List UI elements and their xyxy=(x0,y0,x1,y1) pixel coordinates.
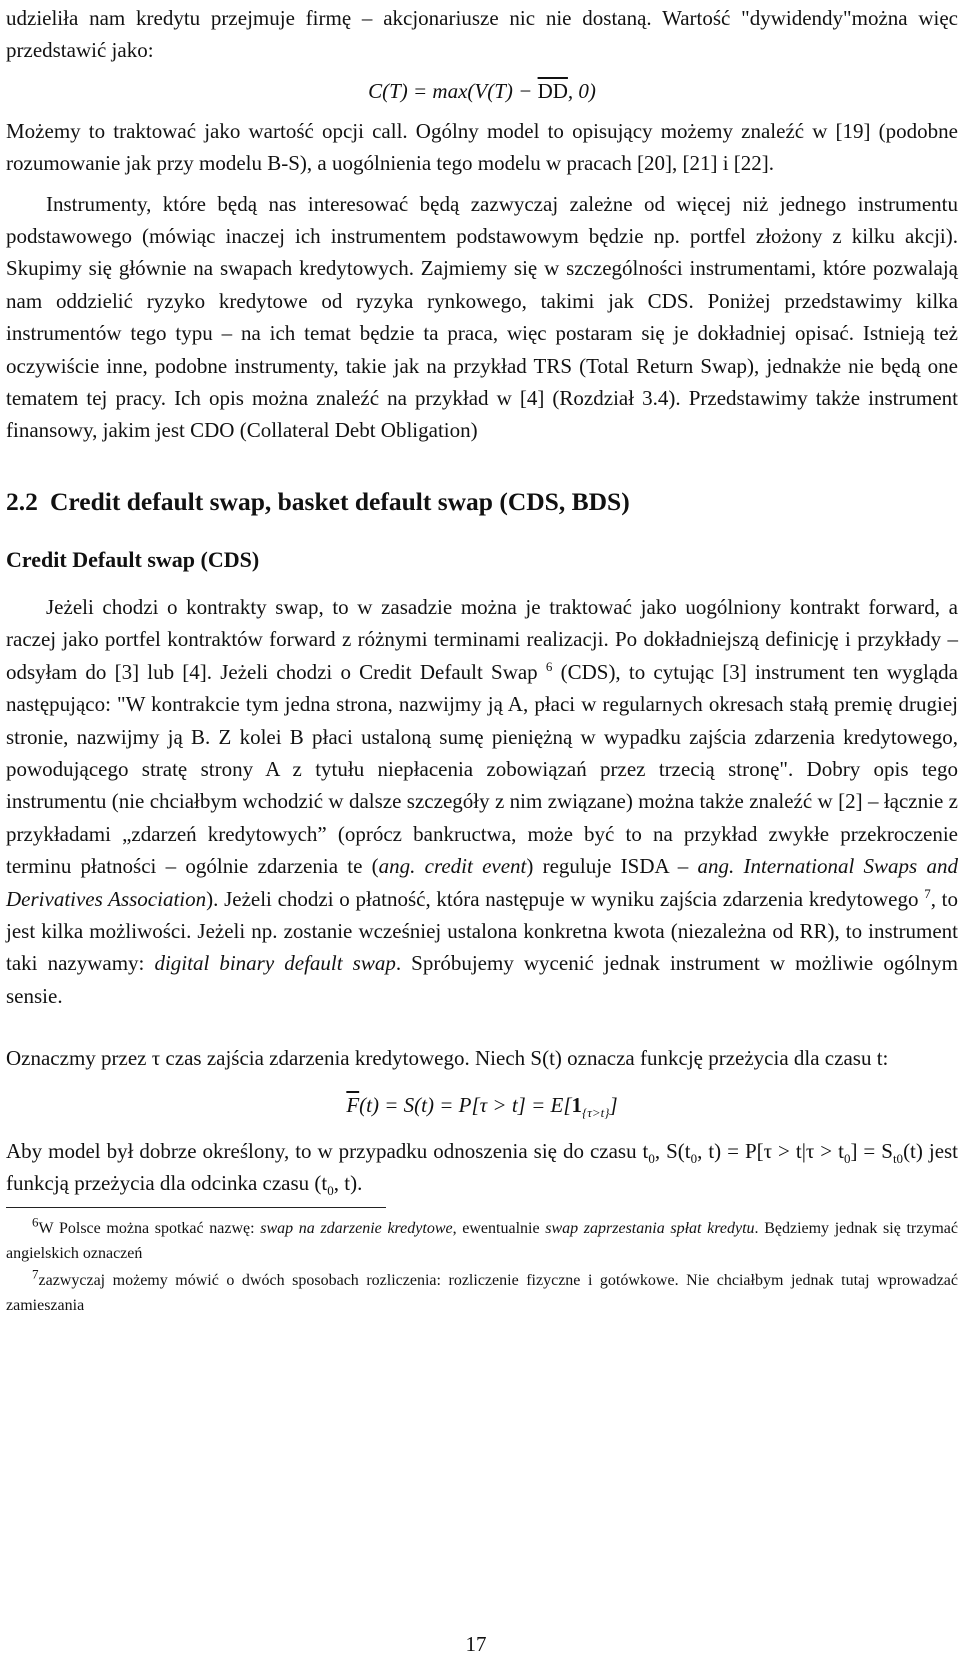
text-run: , S(t xyxy=(654,1138,691,1163)
text-run: (t) = S(t) = P[τ > t] = E[ xyxy=(359,1092,572,1117)
paragraph-intro: udzieliła nam kredytu przejmuje firmę – akcjonariusze nic nie dostaną. Wartość "dywidendy"można więc przedstawić jako: xyxy=(6,6,958,63)
equation-rhs: , 0) xyxy=(567,78,596,103)
text-run: W Polsce można spotkać nazwę: xyxy=(38,1220,261,1238)
equation-survival xyxy=(6,1089,958,1121)
footnote-mark: 7 xyxy=(32,1267,39,1283)
text-run: . Spróbujemy wycenić jednak instrument w możliwie ogólnym sensie. xyxy=(6,951,958,1008)
paragraph-cds xyxy=(6,591,958,1012)
text-run: ) reguluje ISDA – xyxy=(526,854,698,879)
equation-dd: $\overline{DD}$ xyxy=(537,78,568,103)
footnote-ref-7[interactable]: 7 xyxy=(924,885,931,901)
equation-lhs: C(T) = max(V(T) − xyxy=(368,78,538,103)
emphasis: digital binary default swap xyxy=(154,951,396,976)
subscript: 0 xyxy=(327,1183,334,1199)
text-run: ). Jeżeli chodzi o płatność, która następuje w wyniku zajścia zdarzenia kredytowego xyxy=(206,886,925,911)
text-run: zazwyczaj możemy mówić o dwóch sposobach rozliczenia: rozliczenie fizyczne i gotówkowe. Nie chciałbym jednak tutaj wprowadzać zamieszania xyxy=(6,1272,958,1315)
emphasis: swap na zdarzenie kredytowe xyxy=(260,1220,453,1238)
footnote-7 xyxy=(6,1268,958,1318)
text-run: . Będziemy jednak się trzymać angielskich oznaczeń xyxy=(6,1220,958,1263)
section-heading xyxy=(6,485,958,519)
subscript: 0 xyxy=(648,1150,655,1166)
text-run: ] xyxy=(609,1092,618,1117)
subscript: t0 xyxy=(892,1150,904,1166)
emphasis: ang. International Swaps and Derivatives Association xyxy=(6,854,958,911)
document-page xyxy=(6,0,958,1318)
text-run: , t) = P[τ > t|τ > t xyxy=(697,1138,844,1163)
section-title: Credit default swap, basket default swap (CDS, BDS) xyxy=(50,486,630,516)
text-run: (CDS), to cytując [3] instrument ten wygląda następująco: "W kontrakcie tym jedna strona, nazwijmy ją A, płaci w regularnych okresach stałą premię drugiej stronie, nazwijmy ją B. Z kolei B płaci ustaloną sumę pieniężną w wypadku zajścia zdarzenia kredytowego, powodującego stratę strony A z tytułu niepłacenia zobowiązań przez trzecią stronę". Dobry opis tego instrumentu (nie chciałbym wchodzić w dalsze szczegóły z nim związane) można także znaleźć w [2] – łącznie z przykładami „zdarzeń kredytowych” (oprócz bankructwa, może być to na przykład zwykłe przekroczenie terminu płatności – ogólnie zdarzenia te ( xyxy=(6,659,958,879)
text-run: Jeżeli chodzi o kontrakty swap, to w zasadzie można je traktować jako uogólniony kontrakt forward, a raczej jako portfel kontraktów forward z różnymi terminami realizacji. Po dokładniejszą definicję i przykłady – odsyłam do [3] lub [4]. Jeżeli chodzi o Credit Default Swap xyxy=(6,594,958,684)
text-run: , ewentualnie xyxy=(452,1220,546,1238)
equation-f-bar: $\overline{F}$ xyxy=(346,1092,360,1117)
footnote-mark: 6 xyxy=(32,1215,39,1231)
footnote-rule xyxy=(6,1207,386,1208)
footnote-6 xyxy=(6,1216,958,1266)
text-run: Aby model był dobrze określony, to w przypadku odnoszenia się do czasu t xyxy=(6,1138,649,1163)
equation-call-value xyxy=(6,75,958,107)
footnote-ref-6[interactable]: 6 xyxy=(545,658,553,674)
indicator-subscript: {τ>t} xyxy=(582,1104,610,1120)
text-run: , t). xyxy=(333,1170,363,1195)
text-run: ] = S xyxy=(850,1138,893,1163)
paragraph-call-option: Możemy to traktować jako wartość opcji call. Ogólny model to opisujący możemy znaleźć w [19] (podobne rozumowanie jak przy modelu B-S), a uogólnienia tego modelu w pracach [20], [21] i [22]. xyxy=(6,118,958,176)
subsection-heading: Credit Default swap (CDS) xyxy=(6,546,260,572)
emphasis: ang. credit event xyxy=(378,854,527,879)
emphasis: swap zaprzestania spłat kredytu xyxy=(545,1220,755,1238)
paragraph-conditional xyxy=(6,1135,958,1200)
page-number: 17 xyxy=(465,1632,487,1656)
subscript: 0 xyxy=(690,1150,698,1166)
paragraph-instruments: Instrumenty, które będą nas interesować będą zazwyczaj zależne od więcej niż jednego instrumentu podstawowego (mówiąc inaczej ich instrumentem podstawowym będzie np. portfel złożony z kilku akcji). Skupimy się głównie na swapach kredytowych. Zajmiemy się w szczególności instrumentami, które pozwalają nam oddzielić ryzyko kredytowe od ryzyka rynkowego, takimi jak CDS. Poniżej przedstawimy kilka instrumentów tego typu – na ich temat będzie ta praca, więc postaram się je dokładniej opisać. Istnieją też oczywiście inne, podobne instrumenty, takie jak na przykład TRS (Total Return Swap), jednakże nie będą one tematem tej pracy. Ich opis można znaleźć na przykład w [4] (Rozdział 3.4). Przedstawimy także instrument finansowy, jakim jest CDO (Collateral Debt Obligation) xyxy=(6,191,958,443)
paragraph-default-time: Oznaczmy przez τ czas zajścia zdarzenia kredytowego. Niech S(t) oznacza funkcję przeżycia dla czasu t: xyxy=(6,1046,889,1071)
section-number: 2.2 xyxy=(6,486,38,516)
subscript: 0 xyxy=(843,1150,851,1166)
indicator-one: 1 xyxy=(571,1092,583,1117)
text-run: (t) jest funkcją przeżycia dla odcinka czasu (t xyxy=(6,1138,959,1195)
text-run: , to jest kilka możliwości. Jeżeli np. zostanie wcześniej ustalona konkretna kwota (niezależna od RR), to instrument taki nazywamy: xyxy=(6,886,958,976)
